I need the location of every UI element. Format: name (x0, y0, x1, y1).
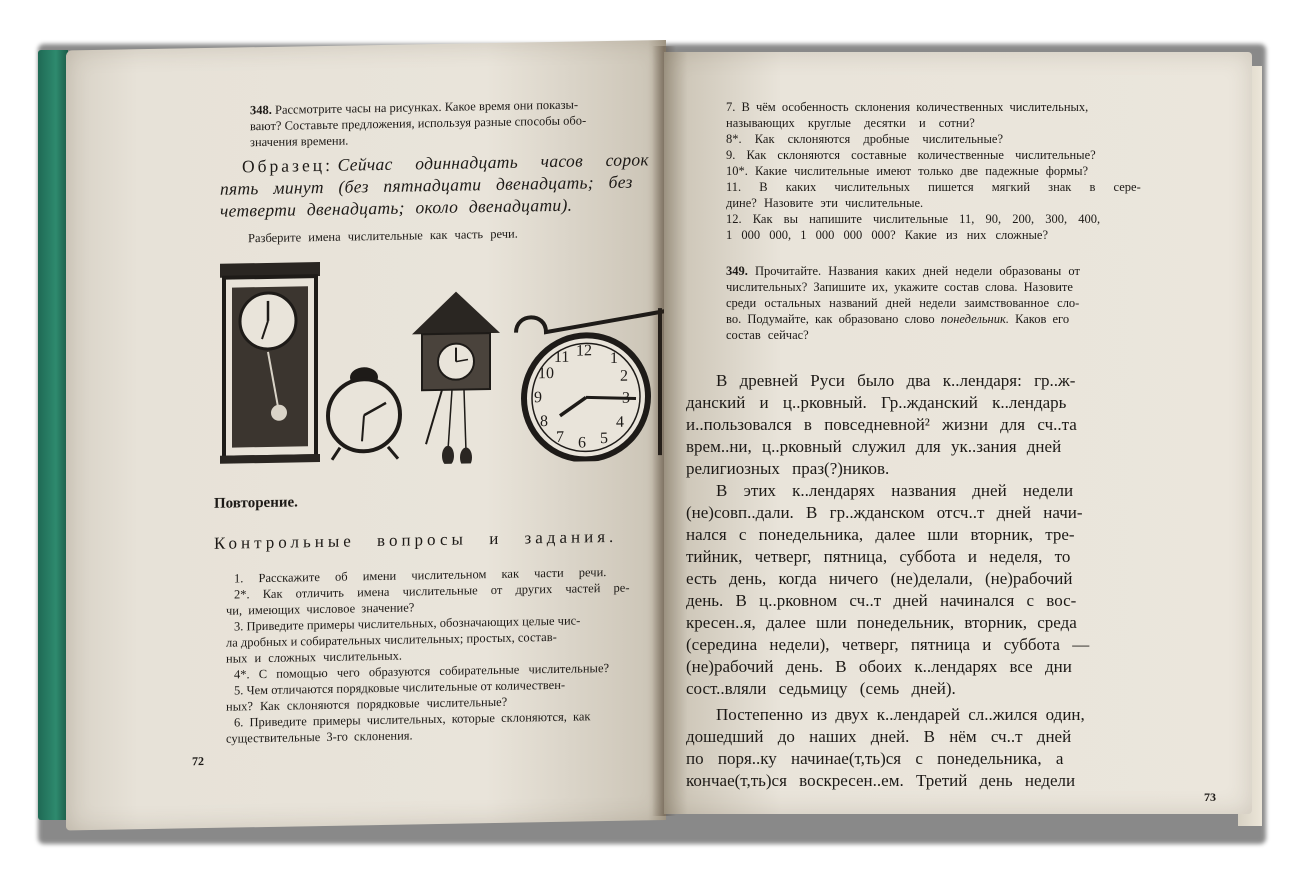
numeral-3: 3 (622, 389, 630, 407)
question-2-cont: чи, имеющих числовое значение? (226, 600, 415, 618)
street-clock-icon (516, 308, 666, 461)
text-line-11: день. В ц..рковном сч..т дней начинался с вос- (686, 591, 1077, 610)
numeral-7: 7 (556, 428, 564, 446)
sample-line-2: пять минут (без пятнадцати двенадцать; без (220, 171, 633, 199)
question-3-cont-2: ных и сложных числительных. (226, 648, 402, 666)
exercise-348-line-3: значения времени. (250, 133, 349, 150)
text-line-13: (середина недели), четверг, пятница и суббота — (686, 635, 1090, 654)
parse-task: Разберите имена числительные как часть речи. (248, 226, 518, 246)
exercise-349-italic-word: понедельник. (940, 312, 1009, 326)
text-line-16: Постепенно из двух к..лендарей сл..жился один, (716, 705, 1085, 724)
exercise-349-text-4: во. Подумайте, как образовано слово (726, 312, 935, 326)
cuckoo-clock-icon (412, 291, 500, 468)
question-8: 8*. Как склоняются дробные числительные? (726, 132, 1003, 146)
repeat-heading: Повторение. (214, 494, 298, 512)
sample-line-3: четверти двенадцать; около двенадцати). (220, 194, 573, 221)
question-1: 1. Расскажите об имени числительном как части речи. (234, 565, 607, 586)
exercise-348-text-1: Рассмотрите часы на рисунках. Какое время они показы- (275, 97, 579, 117)
text-line-15: сост..вляли седьмицу (семь дней). (686, 679, 956, 698)
question-5-cont: ных? Как склоняются порядковые числительные? (226, 694, 508, 714)
page-number-left: 72 (192, 754, 204, 769)
pendulum-clock-icon (220, 262, 320, 464)
control-heading: Контрольные вопросы и задания. (214, 526, 618, 553)
question-5: 5. Чем отличаются порядковые числительные от количествен- (234, 677, 566, 698)
text-line-4: врем..ни, ц..рковный служил для ук..зания дней (686, 437, 1062, 456)
text-line-18: по поря..ку начинае(т,ть)ся с понедельника, а (686, 749, 1064, 768)
exercise-348-line-2: вают? Составьте предложения, используя разные способы обо- (250, 113, 587, 134)
numeral-5: 5 (600, 430, 608, 448)
numeral-10: 10 (538, 364, 554, 383)
clocks-illustration (216, 250, 666, 468)
text-line-14: (не)рабочий день. В обоих к..лендарях все дни (686, 657, 1072, 676)
exercise-349-line-3: среди остальных названий дней недели заимствованное сло- (726, 296, 1080, 310)
left-page (66, 40, 666, 830)
numeral-12: 12 (576, 342, 592, 360)
question-7: 7. В чём особенность склонения количественных числительных, (726, 100, 1089, 114)
question-2: 2*. Как отличить имена числительные от других частей ре- (234, 580, 630, 602)
question-12-cont: 1 000 000, 1 000 000 000? Какие из них сложные? (726, 228, 1049, 242)
numeral-9: 9 (534, 389, 542, 407)
question-7-cont: называющих круглые десятки и сотни? (726, 116, 975, 130)
text-line-9: тийник, четверг, пятница, суббота и неделя, то (686, 547, 1071, 566)
exercise-349-line-4 (726, 312, 1069, 327)
exercise-349-text-1: Прочитайте. Названия каких дней недели образованы от (755, 264, 1080, 278)
text-line-7: (не)совп..дали. В гр..жданском отсч..т дней начи- (686, 503, 1083, 522)
question-12: 12. Как вы напишите числительные 11, 90, 200, 300, 400, (726, 212, 1101, 226)
text-line-3: и..пользовался в повседневной² жизни для сч..та (686, 415, 1077, 434)
sample-text-1: Сейчас одиннадцать часов сорок (337, 149, 649, 175)
right-page (664, 52, 1252, 814)
sample-label: Образец: (242, 154, 333, 177)
page-number-right: 73 (1204, 790, 1216, 804)
numeral-8: 8 (540, 413, 548, 431)
numeral-6: 6 (578, 434, 586, 452)
text-line-19: кончае(т,ть)ся воскресен..ем. Третий день недели (686, 771, 1076, 790)
exercise-349-line-5: состав сейчас? (726, 328, 809, 342)
question-9: 9. Как склоняются составные количественные числительные? (726, 148, 1096, 162)
exercise-348-number: 348. (250, 102, 272, 118)
text-line-17: дошедший до наших дней. В нём сч..т дней (686, 727, 1072, 746)
text-line-12: кресен..я, далее шли понедельник, вторник, среда (686, 613, 1077, 632)
numeral-11: 11 (554, 348, 570, 366)
numeral-2: 2 (620, 367, 628, 385)
exercise-349-line-1 (726, 264, 1080, 279)
question-3: 3. Приведите примеры числительных, обозначающих целые чис- (234, 613, 581, 634)
alarm-clock-icon (328, 367, 400, 460)
numeral-1: 1 (610, 349, 618, 367)
exercise-349-tail: Каков его (1015, 312, 1070, 326)
text-line-5: религиозных праз(?)ников. (686, 459, 890, 478)
question-10: 10*. Какие числительные имеют только две падежные формы? (726, 164, 1089, 178)
question-11: 11. В каких числительных пишется мягкий знак в сере- (726, 180, 1141, 194)
exercise-349-line-2: числительных? Запишите их, укажите состав слова. Назовите (726, 280, 1073, 294)
book-cover-spine (38, 50, 68, 820)
question-6-cont: существительные 3-го склонения. (226, 728, 413, 746)
question-11-cont: дине? Назовите эти числительные. (726, 196, 924, 210)
numeral-4: 4 (616, 413, 624, 431)
text-line-8: нался с понедельника, далее шли вторник, тре- (686, 525, 1075, 544)
question-3-cont-1: ла дробных и собирательных числительных; простых, состав- (226, 629, 557, 650)
text-line-1: В древней Руси было два к..лендаря: гр..ж- (716, 371, 1076, 390)
question-4: 4*. С помощью чего образуются собирательные числительные? (234, 660, 610, 682)
text-line-6: В этих к..лендарях названия дней недели (716, 481, 1074, 500)
question-6: 6. Приведите примеры числительных, которые склоняются, как (234, 709, 591, 730)
text-line-10: есть день, когда ничего (не)делали, (не)рабочий (686, 569, 1073, 588)
text-line-2: данский и ц..рковный. Гр..жданский к..лендарь (686, 393, 1067, 412)
exercise-349-number: 349. (726, 264, 748, 278)
